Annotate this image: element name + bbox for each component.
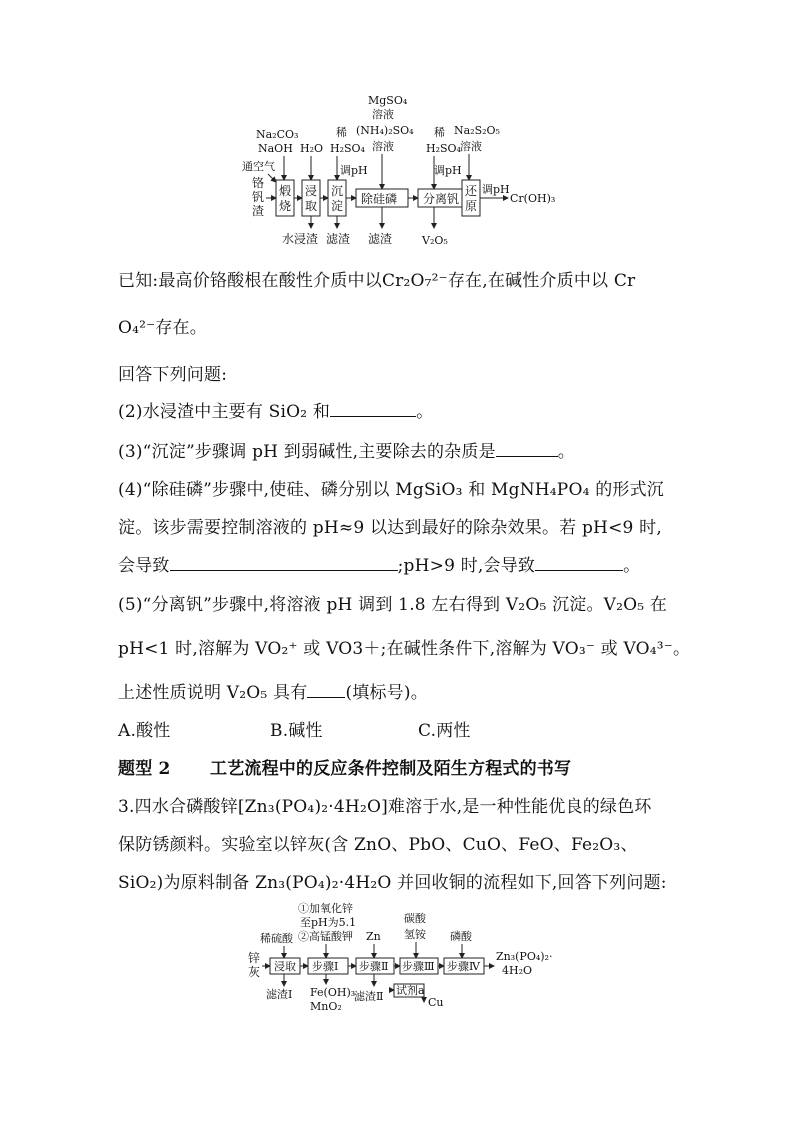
step-ii: 步骤Ⅱ bbox=[359, 960, 389, 973]
problem-3-line-3: SiO₂)为原料制备 Zn₃(PO₄)₂·4H₂O 并回收铜的流程如下,回答下列问题: bbox=[118, 873, 667, 893]
options-row bbox=[118, 716, 471, 741]
question-2 bbox=[118, 397, 433, 422]
option-c[interactable]: C.两性 bbox=[418, 721, 471, 741]
step-leach-2: 取 bbox=[305, 199, 318, 213]
product-cr-oh3: Cr(OH)₃ bbox=[510, 192, 556, 205]
reagent-adjust-ph-2: 调pH bbox=[434, 164, 462, 177]
question-4-end: 。 bbox=[623, 556, 641, 576]
step-precipitate-1: 沉 bbox=[331, 184, 344, 198]
output-residue-ii: 滤渣Ⅱ bbox=[354, 990, 384, 1003]
step-i: 步骤Ⅰ bbox=[312, 960, 339, 973]
reagent-dilute: 稀 bbox=[336, 126, 347, 139]
question-3-end: 。 bbox=[557, 442, 575, 462]
option-a[interactable]: A.酸性 bbox=[118, 721, 171, 741]
question-2-text: (2)水浸渣中主要有 SiO₂ 和 bbox=[118, 402, 331, 422]
reagent-kmno4: ②高锰酸钾 bbox=[298, 930, 353, 943]
reagent-naoh: NaOH bbox=[258, 142, 293, 155]
reagent-phosphoric: 磷酸 bbox=[450, 930, 472, 943]
known-text-3: 存在。 bbox=[155, 318, 207, 338]
section-heading bbox=[118, 754, 571, 779]
known-text-2: 存在,在碱性介质中以 Cr bbox=[447, 271, 636, 291]
question-4-line-2: 淀。该步需要控制溶液的 pH≈9 以达到最好的除杂效果。若 pH<9 时, bbox=[118, 518, 662, 538]
reagent-box-a: 试剂a bbox=[396, 984, 425, 997]
reagent-adjust-ph: 调pH bbox=[340, 164, 368, 177]
section-number: 题型 2 bbox=[118, 759, 171, 779]
question-4-line-1: (4)“除硅磷”步骤中,使硅、磷分别以 MgSiO₃ 和 MgNH₄PO₄ 的形式沉 bbox=[118, 480, 664, 500]
question-2-end: 。 bbox=[416, 402, 434, 422]
problem-3-line-1: 3.四水合磷酸锌[Zn₃(PO₄)₂·4H₂O]难溶于水,是一种性能优良的绿色环 bbox=[118, 797, 652, 817]
reagent-zn: Zn bbox=[366, 930, 381, 943]
question-5-line-1: (5)“分离钒”步骤中,将溶液 pH 调到 1.8 左右得到 V₂O₅ 沉淀。V₂O₅ 在 bbox=[118, 595, 668, 615]
output-fe-oh3: Fe(OH)₃ bbox=[310, 986, 356, 999]
raw-zinc-ash-2: 灰 bbox=[248, 965, 261, 979]
question-5-text: 上述性质说明 V₂O₅ 具有 bbox=[118, 683, 308, 703]
product-zinc-phosphate: Zn₃(PO₄)₂· bbox=[496, 950, 553, 963]
product-hydrate: 4H₂O bbox=[502, 964, 533, 977]
known-text-1: 已知:最高价铬酸根在酸性介质中以 bbox=[118, 271, 382, 291]
step-separate-v: 分离钒 bbox=[423, 192, 460, 206]
raw-zinc-ash-1: 锌 bbox=[248, 951, 261, 965]
reagent-carbonate: 碳酸 bbox=[404, 912, 426, 925]
answer-prompt: 回答下列问题: bbox=[118, 365, 228, 385]
raw-material-3: 渣 bbox=[252, 204, 265, 218]
answer-blank-q2[interactable] bbox=[330, 402, 416, 417]
output-mno2: MnO₂ bbox=[310, 1000, 342, 1013]
reagent-na2s2o5: Na₂S₂O₅ bbox=[454, 124, 500, 137]
option-b[interactable]: B.碱性 bbox=[270, 721, 323, 741]
reagent-dilute-2: 稀 bbox=[434, 126, 445, 139]
known-line-1 bbox=[118, 266, 635, 291]
question-3 bbox=[118, 437, 575, 462]
step-leach: 浸取 bbox=[274, 960, 296, 973]
step-iv: 步骤Ⅳ bbox=[447, 960, 480, 973]
dichromate-formula: Cr₂O₇²⁻ bbox=[381, 271, 448, 291]
step-reduce-1: 还 bbox=[465, 184, 478, 198]
question-4-text-a: 会导致 bbox=[118, 556, 170, 576]
reagent-air: 通空气 bbox=[242, 160, 275, 173]
reagent-nh4so4: (NH₄)₂SO₄ bbox=[356, 124, 414, 137]
reagent-h2so4-2: H₂SO₄ bbox=[426, 142, 461, 155]
known-line-2 bbox=[118, 313, 207, 338]
reagent-solution-2: 溶液 bbox=[372, 140, 394, 153]
step-remove-si-p: 除硅磷 bbox=[361, 192, 398, 206]
answer-blank-q5[interactable] bbox=[307, 683, 345, 698]
output-cu: Cu bbox=[428, 996, 444, 1009]
step-calcine-2: 烧 bbox=[279, 199, 292, 213]
output-residue-i: 滤渣Ⅰ bbox=[266, 988, 293, 1001]
step-calcine-1: 煅 bbox=[279, 184, 292, 198]
reagent-solution-1: 溶液 bbox=[372, 108, 394, 121]
output-water-residue: 水浸渣 bbox=[282, 232, 319, 246]
reagent-solution-3: 溶液 bbox=[460, 140, 482, 153]
output-v2o5: V₂O₅ bbox=[422, 234, 448, 247]
reagent-dilute-h2so4: 稀硫酸 bbox=[260, 932, 293, 945]
problem-3-line-2: 保防锈颜料。实验室以锌灰(含 ZnO、PbO、CuO、FeO、Fe₂O₃、 bbox=[118, 835, 638, 855]
reagent-ph: 至pH为5.1 bbox=[300, 916, 357, 929]
chromate-formula: O₄²⁻ bbox=[118, 318, 156, 338]
question-4-text-b: ;pH>9 时,会导致 bbox=[397, 556, 536, 576]
question-5-end: (填标号)。 bbox=[345, 683, 428, 703]
question-5-line-3 bbox=[118, 678, 428, 703]
reagent-zno: ①加氧化锌 bbox=[298, 902, 353, 915]
answer-blank-q4-1[interactable] bbox=[170, 556, 398, 571]
step-leach-1: 浸 bbox=[305, 184, 318, 198]
raw-material-2: 钒 bbox=[252, 190, 265, 204]
reagent-h2o: H₂O bbox=[300, 142, 324, 155]
step-precipitate-2: 淀 bbox=[331, 199, 344, 213]
step-iii: 步骤Ⅲ bbox=[402, 960, 435, 973]
answer-blank-q3[interactable] bbox=[496, 442, 558, 457]
question-4-line-3 bbox=[118, 551, 640, 576]
step-reduce-2: 原 bbox=[465, 199, 478, 213]
zinc-phosphate-flow-diagram bbox=[244, 898, 574, 1018]
reagent-na2co3: Na₂CO₃ bbox=[256, 128, 299, 141]
reagent-mgso4: MgSO₄ bbox=[368, 94, 408, 107]
output-residue-2: 滤渣 bbox=[368, 232, 393, 246]
question-5-line-2: pH<1 时,溶解为 VO₂⁺ 或 VO3＋;在碱性条件下,溶解为 VO₃⁻ 或 VO₄³⁻。 bbox=[118, 639, 691, 659]
answer-blank-q4-2[interactable] bbox=[535, 556, 623, 571]
label-adjust-ph: 调pH bbox=[482, 183, 510, 196]
output-residue-1: 滤渣 bbox=[326, 232, 351, 246]
reagent-ammonium: 氢铵 bbox=[404, 928, 426, 941]
question-3-text: (3)“沉淀”步骤调 pH 到弱碱性,主要除去的杂质是 bbox=[118, 442, 496, 462]
raw-material-1: 铬 bbox=[252, 176, 265, 190]
reagent-h2so4: H₂SO₄ bbox=[330, 142, 365, 155]
section-title: 工艺流程中的反应条件控制及陌生方程式的书写 bbox=[210, 759, 572, 779]
chromium-vanadium-flow-diagram bbox=[238, 92, 568, 252]
